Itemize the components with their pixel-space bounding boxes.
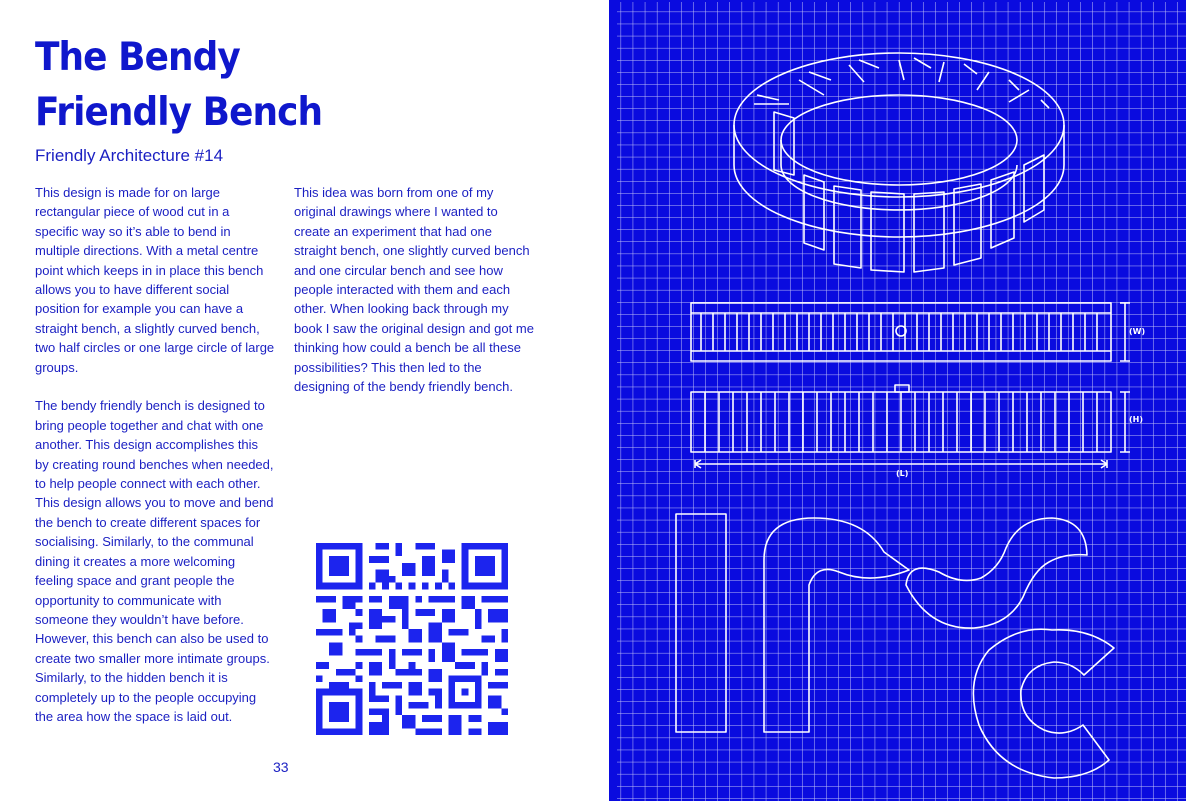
- title-line-2: Friendly Bench: [35, 90, 323, 135]
- text-column-1: [35, 183, 275, 746]
- page-number: 33: [273, 759, 289, 775]
- blueprint-page: [609, 0, 1186, 801]
- paragraph: This design is made for on large rectangular piece of wood cut in a specific way so it’s able to bend in multiple directions. With a metal centre point which keeps in in place this bench allows you to have different social position for example you can have a straight bench, a slightly curved bench, two half circles or one large circle of large groups.: [35, 185, 275, 375]
- text-column-2: [294, 183, 534, 416]
- qr-code[interactable]: [316, 543, 508, 735]
- page-subtitle: Friendly Architecture #14: [35, 146, 224, 165]
- width-label: (W): [1129, 327, 1146, 336]
- title-line-1: The Bendy: [35, 35, 240, 80]
- paragraph: This idea was born from one of my original drawings where I wanted to create an experiment that had one straight bench, one slightly curved bench and one circular bench and see how people interacted with them and each other. When looking back through my book I saw the original design and got me thinking how could a bench be all these possibilities? This then led to the designing of the bendy friendly bench.: [294, 185, 534, 395]
- length-label: (L): [896, 469, 909, 478]
- blueprint-illustration: [609, 0, 1186, 801]
- height-label: (H): [1129, 415, 1144, 424]
- paragraph: The bendy friendly bench is designed to bring people together and chat with one another. This design accomplishes this by creating round benches when needed, to help people connect with each other. This design allows you to move and bend the bench to create different spaces for socialising. Similarly, to the communal dining it creates a more welcoming feeling space and grant people the opportunity to communicate with someone they wouldn’t have before. However, this bench can also be used to create two smaller more intimate groups. Similarly, to the hidden bench it is completely up to the people occupying the area how the space is laid out.: [35, 398, 274, 724]
- page-title: [35, 30, 339, 140]
